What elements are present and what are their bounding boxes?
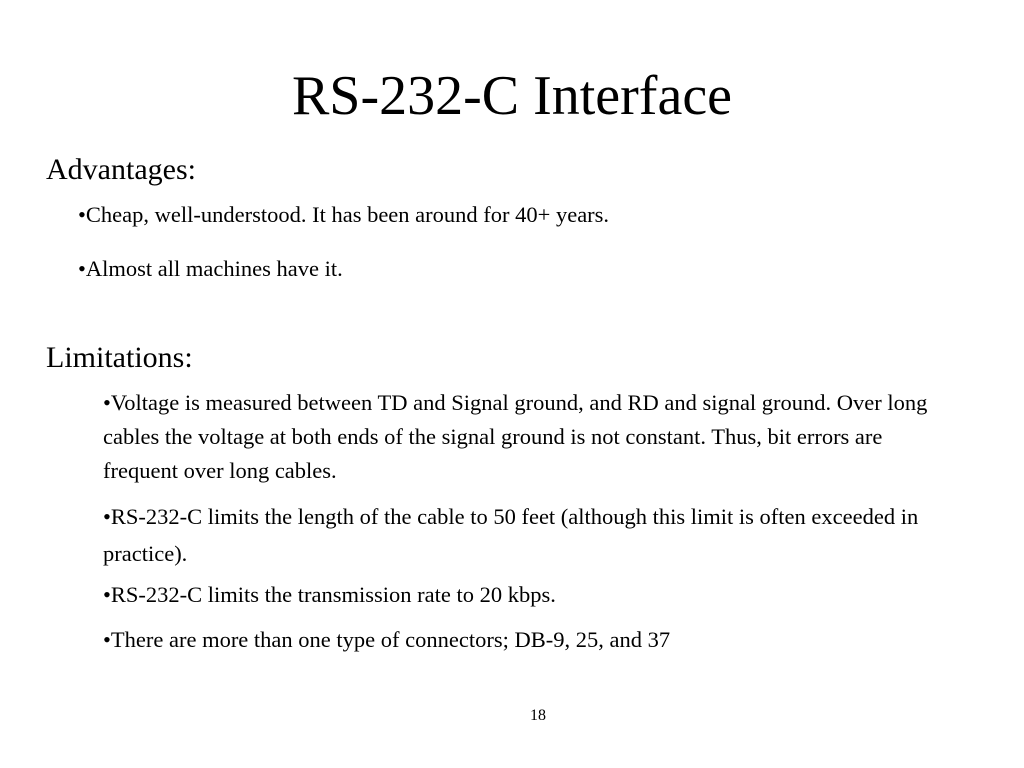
advantages-list bbox=[78, 200, 958, 284]
bullet-icon: • bbox=[103, 390, 111, 415]
bullet-icon: • bbox=[103, 504, 111, 529]
bullet-icon: • bbox=[103, 627, 111, 652]
advantage-text: Cheap, well-understood. It has been around for 40+ years. bbox=[85, 202, 610, 227]
limitations-heading: Limitations: bbox=[46, 341, 193, 374]
bullet-icon: • bbox=[78, 256, 86, 281]
limitation-text: RS-232-C limits the length of the cable to 50 feet (although this limit is often exceeded in practice). bbox=[103, 504, 919, 566]
advantage-text: Almost all machines have it. bbox=[85, 256, 343, 281]
bullet-icon: • bbox=[103, 582, 111, 607]
list-item bbox=[103, 498, 953, 572]
list-item bbox=[103, 578, 953, 612]
list-item bbox=[103, 623, 953, 657]
bullet-icon: • bbox=[78, 202, 86, 227]
limitation-text: There are more than one type of connectors; DB-9, 25, and 37 bbox=[110, 627, 671, 652]
page-number: 18 bbox=[530, 707, 546, 724]
limitation-text: RS-232-C limits the transmission rate to 20 kbps. bbox=[110, 582, 556, 607]
advantages-heading: Advantages: bbox=[46, 153, 196, 186]
limitations-list bbox=[103, 386, 953, 657]
list-item bbox=[103, 386, 953, 488]
list-item bbox=[78, 254, 958, 284]
list-item bbox=[78, 200, 958, 230]
limitation-text: Voltage is measured between TD and Signal ground, and RD and signal ground. Over long cables the voltage at both ends of the signal ground is not constant. Thus, bit errors are frequent over long cables. bbox=[103, 390, 928, 483]
slide-title: RS-232-C Interface bbox=[291, 65, 733, 127]
